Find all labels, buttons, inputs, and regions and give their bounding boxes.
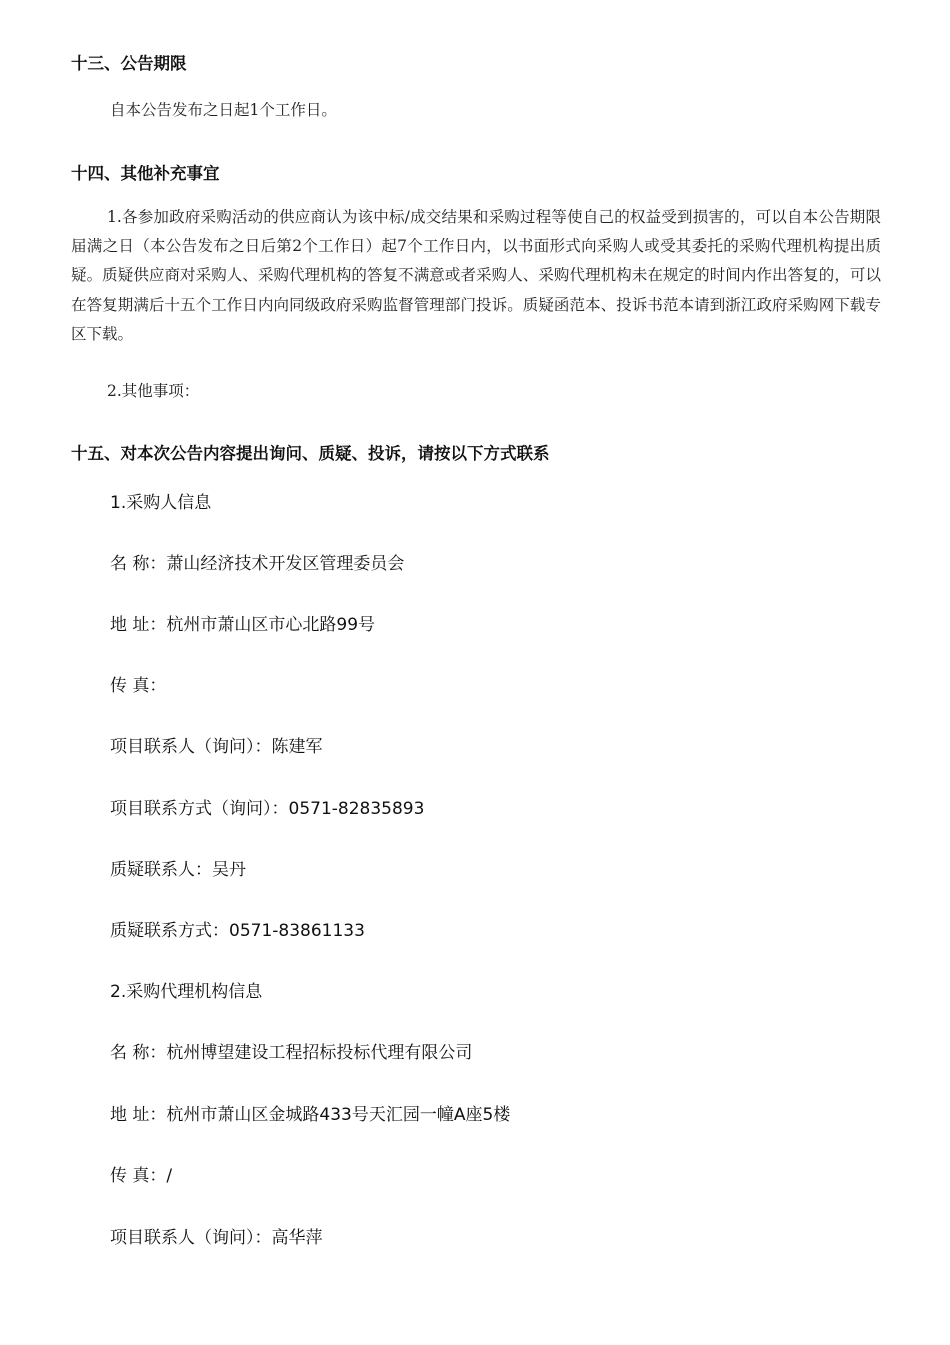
purchaser-name: 名 称：萧山经济技术开发区管理委员会 bbox=[110, 554, 405, 574]
section-13-title: 十三、公告期限 bbox=[71, 54, 187, 73]
purchaser-complaint-contact: 质疑联系人：吴丹 bbox=[110, 860, 246, 880]
section-14-title: 十四、其他补充事宜 bbox=[71, 164, 220, 183]
purchaser-complaint-phone: 质疑联系方式：0571-83861133 bbox=[110, 921, 365, 941]
agency-fax: 传 真：/ bbox=[110, 1166, 173, 1186]
purchaser-fax: 传 真： bbox=[110, 676, 167, 696]
agency-name: 名 称：杭州博望建设工程招标投标代理有限公司 bbox=[110, 1043, 473, 1063]
purchaser-contact: 项目联系人（询问）：陈建军 bbox=[110, 737, 323, 757]
purchaser-contact-phone: 项目联系方式（询问）：0571-82835893 bbox=[110, 799, 425, 819]
purchaser-heading: 1.采购人信息 bbox=[110, 493, 212, 513]
agency-address: 地 址：杭州市萧山区金城路433号天汇园一幢A座5楼 bbox=[110, 1105, 511, 1125]
section-15-title: 十五、对本次公告内容提出询问、质疑、投诉，请按以下方式联系 bbox=[71, 444, 550, 463]
purchaser-address: 地 址：杭州市萧山区市心北路99号 bbox=[110, 615, 376, 635]
section-14-item-1: 1.各参加政府采购活动的供应商认为该中标/成交结果和采购过程等使自己的权益受到损害的，可以自本公告期限届满之日（本公告发布之日后第2个工作日）起7个工作日内，以书面形式向采购人或受其委托的采购代理机构提出质疑。质疑供应商对采购人、采购代理机构的答复不满意或者采购人、采购代理机构未在规定的时间内作出答复的，可以在答复期满后十五个工作日内向同级政府采购监督管理部门投诉。质疑函范本、投诉书范本请到浙江政府采购网下载专区下载。 bbox=[71, 208, 881, 343]
agency-contact: 项目联系人（询问）：高华萍 bbox=[110, 1228, 323, 1248]
agency-heading: 2.采购代理机构信息 bbox=[110, 982, 263, 1002]
section-14-item-2: 2.其他事项： bbox=[107, 382, 200, 400]
section-13-body: 自本公告发布之日起1个工作日。 bbox=[110, 101, 337, 119]
